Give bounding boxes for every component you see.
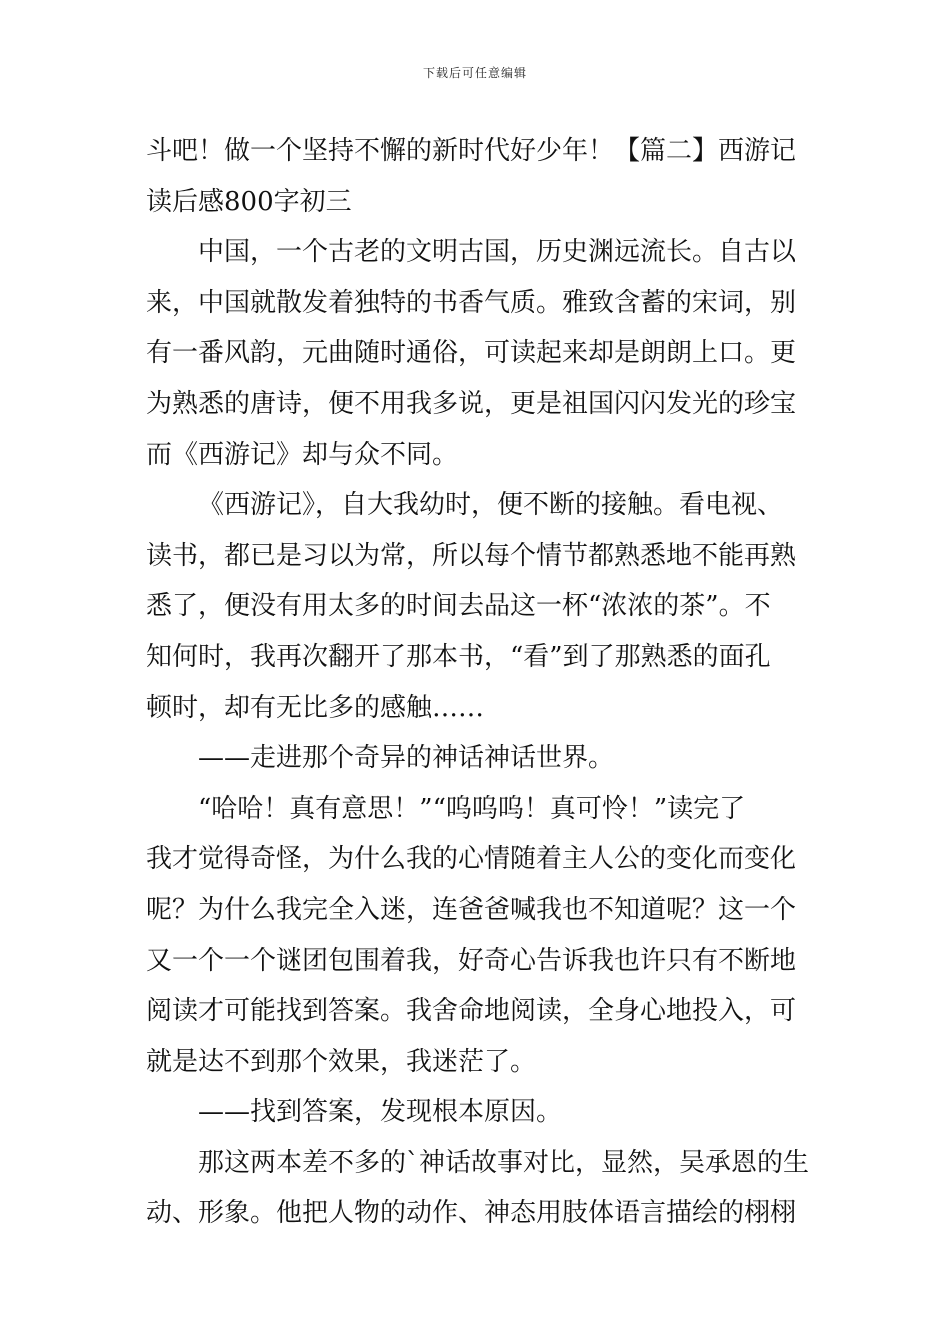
text-line: 斗吧！做一个坚持不懈的新时代好少年！【篇二】西游记: [146, 136, 797, 166]
text-line: 中国，一个古老的文明古国，历史渊远流长。自古以: [198, 237, 797, 268]
text-line: 《西游记》，自大我幼时，便不断的接触。看电视、: [198, 490, 784, 521]
text-line: 读书，都已是习以为常，所以每个情节都熟悉地不能再熟: [146, 540, 797, 571]
text-line: 我才觉得奇怪，为什么我的心情随着主人公的变化而变化: [146, 844, 797, 875]
text-line: 动、形象。他把人物的动作、神态用肢体语言描绘的栩栩: [146, 1198, 797, 1229]
text-line: 而《西游记》却与众不同。: [146, 439, 459, 470]
text-line: 又一个一个谜团包围着我，好奇心告诉我也许只有不断地: [146, 945, 797, 976]
text-line: 顿时，却有无比多的感触……: [146, 692, 485, 723]
text-line: 为熟悉的唐诗，便不用我多说，更是祖国闪闪发光的珍宝: [146, 388, 797, 419]
document-body: [146, 126, 808, 1239]
text-line: 就是达不到那个效果，我迷茫了。: [146, 1046, 537, 1077]
text-line: “哈哈！真有意思！”“呜呜呜！真可怜！”读完了: [198, 793, 746, 824]
text-line: 那这两本差不多的`神话故事对比，显然，吴承恩的生: [198, 1147, 810, 1178]
text-line: 阅读才可能找到答案。我舍命地阅读，全身心地投入，可: [146, 996, 797, 1027]
text-line: 有一番风韵，元曲随时通俗，可读起来却是朗朗上口。更: [146, 338, 797, 369]
text-line: 悉了，便没有用太多的时间去品这一杯“浓浓的茶”。不: [146, 591, 771, 622]
text-line: 来，中国就散发着独特的书香气质。雅致含蓄的宋词，别: [146, 287, 797, 318]
text-line: 呢？为什么我完全入迷，连爸爸喊我也不知道呢？这一个: [146, 894, 797, 925]
text-line: ——找到答案，发现根本原因。: [198, 1097, 563, 1128]
text-line: 读后感800字初三: [146, 186, 352, 217]
text-line: ——走进那个奇异的神话神话世界。: [198, 743, 615, 774]
page-header-note: 下载后可任意编辑: [422, 66, 527, 80]
text-line: 知何时，我再次翻开了那本书，“看”到了那熟悉的面孔: [146, 641, 771, 672]
